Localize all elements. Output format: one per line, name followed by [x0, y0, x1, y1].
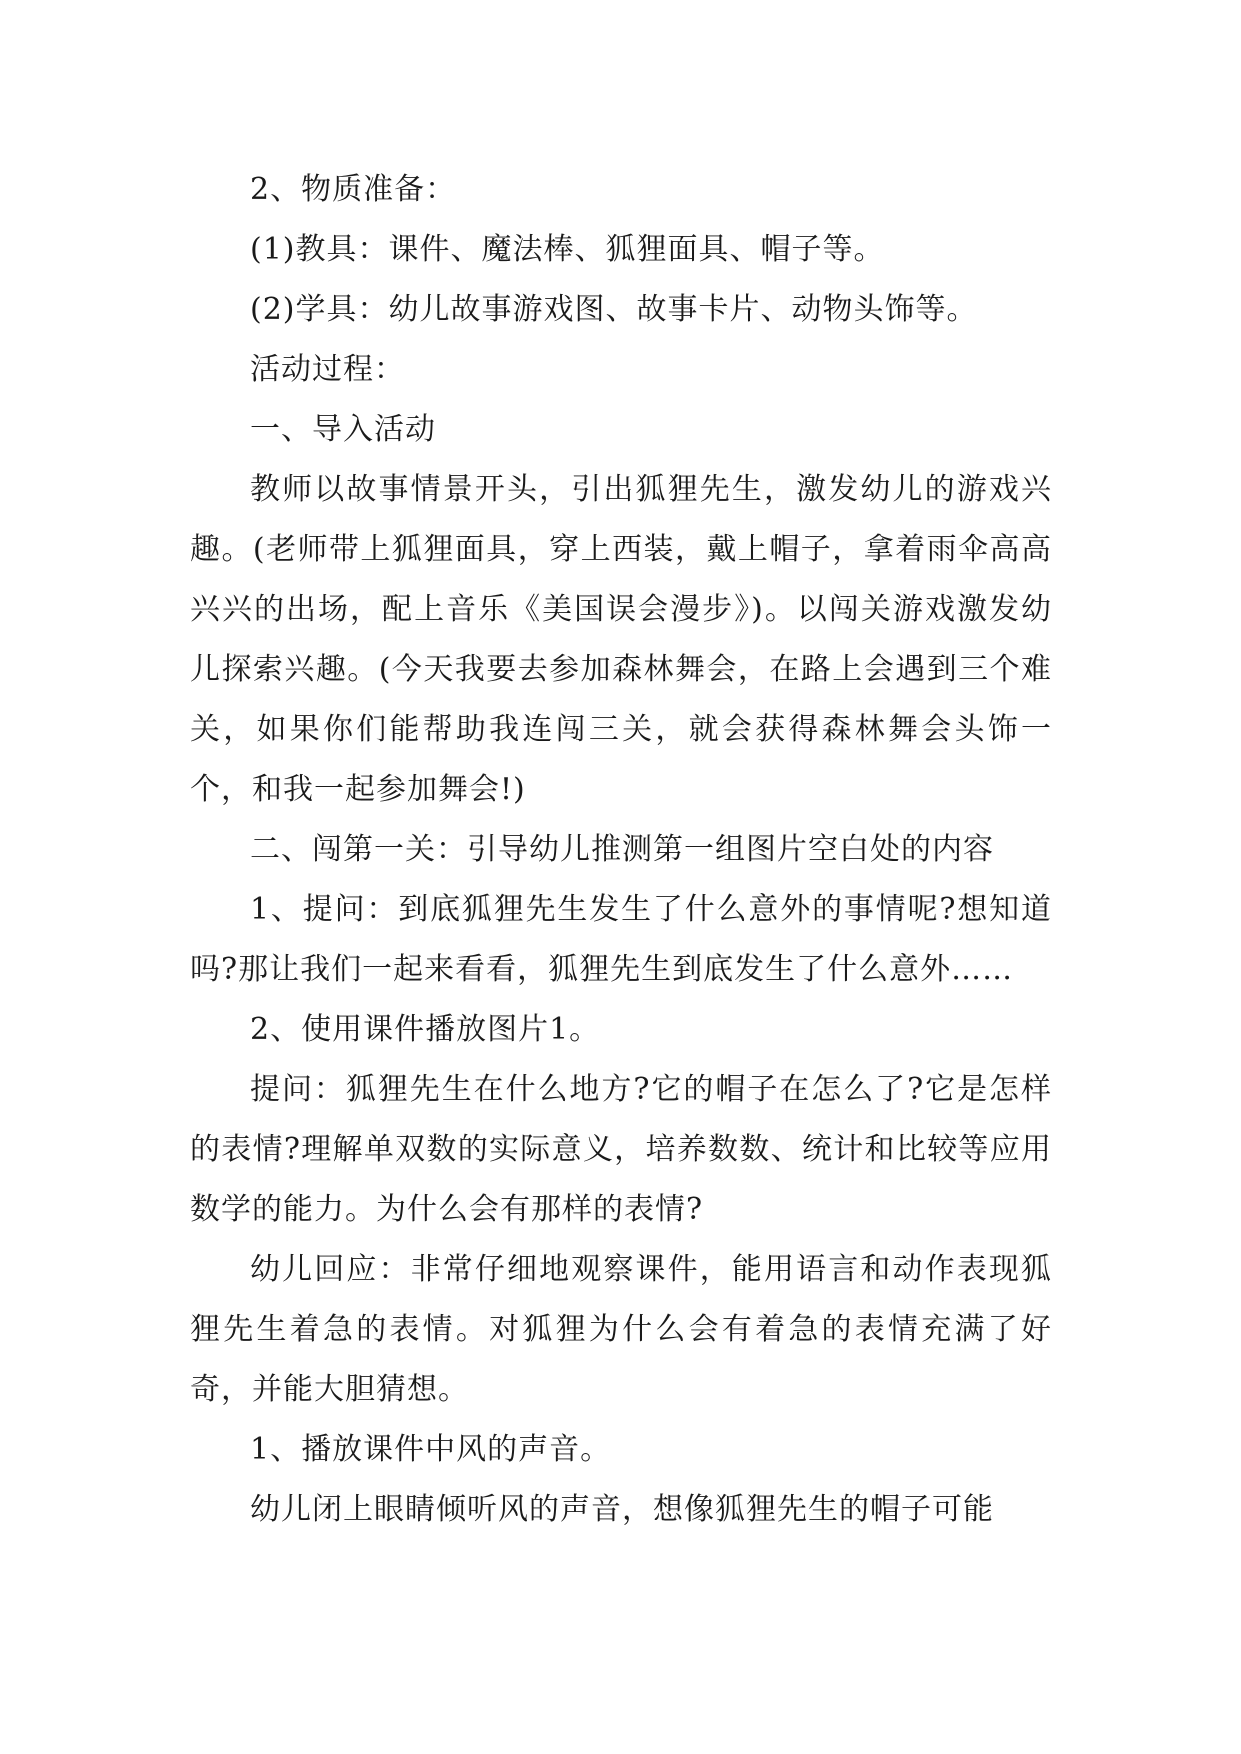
paragraph-play-image: 2、使用课件播放图片1。 [250, 1012, 601, 1047]
paragraph-listen-wind: 幼儿闭上眼睛倾听风的声音，想像狐狸先生的帽子可能 [250, 1492, 994, 1527]
paragraph-teaching-tools: (1)教具：课件、魔法棒、狐狸面具、帽子等。 [250, 232, 885, 267]
paragraph-material-prep: 2、物质准备： [250, 172, 457, 207]
paragraph-question-one: 1、提问：到底狐狸先生发生了什么意外的事情呢?想知道吗?那让我们一起来看看，狐狸先生到底发生了什么意外…… [190, 892, 1052, 987]
paragraph-play-wind: 1、播放课件中风的声音。 [250, 1432, 612, 1467]
paragraph-intro-heading: 一、导入活动 [250, 412, 436, 447]
paragraph-activity-process: 活动过程： [250, 352, 405, 387]
document-body [190, 160, 1052, 1540]
paragraph-questions: 提问：狐狸先生在什么地方?它的帽子在怎么了?它是怎样的表情?理解单双数的实际意义，培养数数、统计和比较等应用数学的能力。为什么会有那样的表情? [190, 1072, 1052, 1227]
paragraph-child-response: 幼儿回应：非常仔细地观察课件，能用语言和动作表现狐狸先生着急的表情。对狐狸为什么会有着急的表情充满了好奇，并能大胆猜想。 [190, 1252, 1052, 1407]
paragraph-intro-body: 教师以故事情景开头，引出狐狸先生，激发幼儿的游戏兴趣。(老师带上狐狸面具，穿上西装，戴上帽子，拿着雨伞高高兴兴的出场，配上音乐《美国误会漫步》)。以闯关游戏激发幼儿探索兴趣。(今天我要去参加森林舞会，在路上会遇到三个难关，如果你们能帮助我连闯三关，就会获得森林舞会头饰一个，和我一起参加舞会!) [190, 472, 1052, 807]
paragraph-level-one-heading: 二、闯第一关：引导幼儿推测第一组图片空白处的内容 [250, 832, 994, 867]
paragraph-learning-tools: (2)学具：幼儿故事游戏图、故事卡片、动物头饰等。 [250, 292, 978, 327]
